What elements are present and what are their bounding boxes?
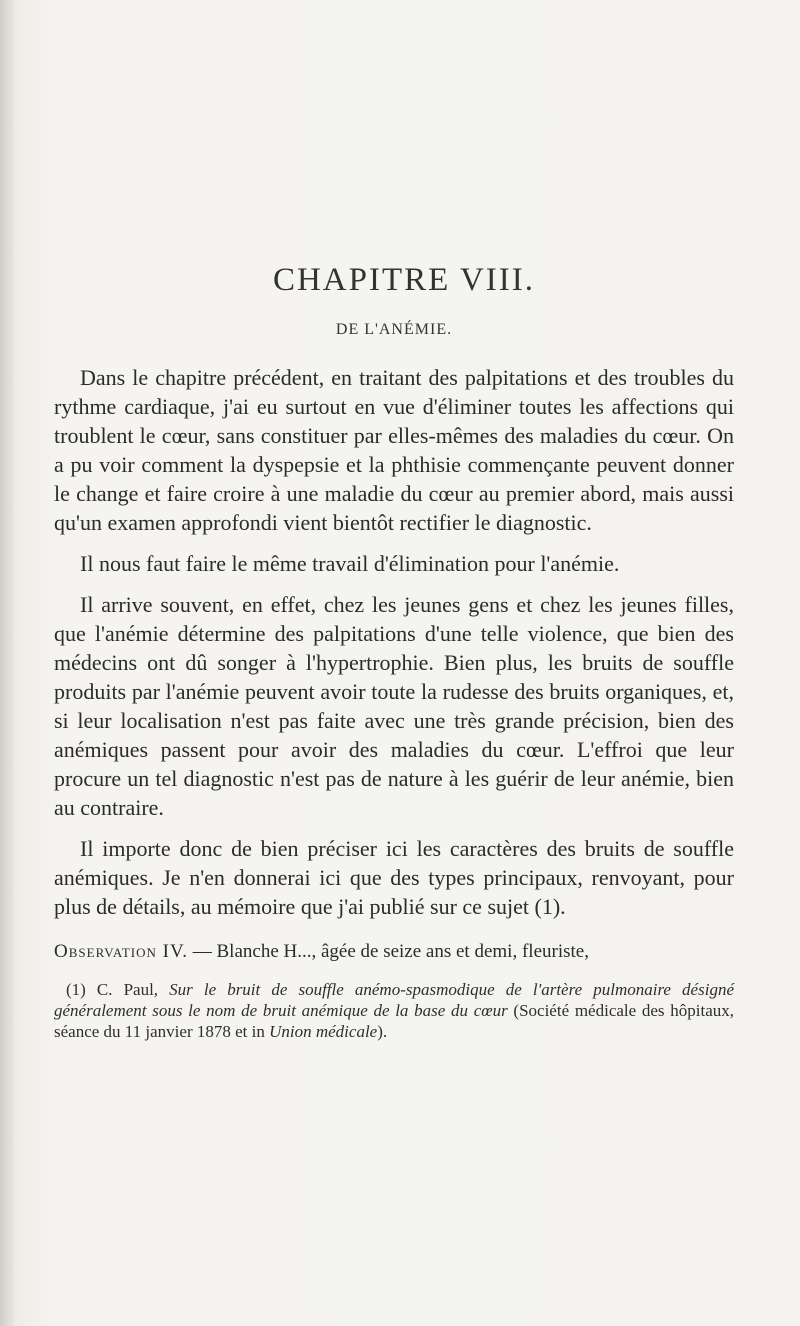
paragraph-4: Il importe donc de bien préciser ici les caractères des bruits de souffle anémiques. Je n'en donnerai ici que des types principaux, renvoyant, pour plus de détails, au mémoire que j'ai publié sur ce sujet (1). [54, 836, 734, 919]
chapter-subtitle: DE L'ANÉMIE. [335, 321, 453, 338]
paragraph-1: Dans le chapitre précédent, en traitant des palpitations et des troubles du rythme cardiaque, j'ai eu surtout en vue d'éliminer toutes les affections qui troublent le cœur, sans constituer par elles-mêmes des maladies du cœur. On a pu voir comment la dyspepsie et la phthisie commençante peuvent donner le change et faire croire à une maladie du cœur au premier abord, mais aussi qu'un examen approfondi vient bientôt rectifier le diagnostic. [54, 365, 734, 535]
footnote-journal: Union médicale [269, 1022, 378, 1041]
paragraph-3: Il arrive souvent, en effet, chez les jeunes gens et chez les jeunes filles, que l'anémie détermine des palpitations d'une telle violence, que bien des médecins ont dû songer à l'hypertrophie. Bien plus, les bruits de souffle produits par l'anémie peuvent avoir toute la rudesse des bruits organiques, et, si leur localisation n'est pas faite avec une très grande précision, bien des anémiques passent pour avoir des maladies du cœur. L'effroi que leur procure un tel diagnostic n'est pas de nature à les guérir de leur anémie, bien au contraire. [54, 592, 734, 820]
page-content [54, 262, 734, 1042]
footnote-prefix: (1) C. Paul, [66, 980, 170, 999]
observation-line [54, 939, 734, 965]
footnote-title: Sur le bruit de souffle anémo-spasmodique de l'artère pulmonaire désigné généralement sous le nom de bruit anémique de la base du cœur [54, 980, 734, 1020]
observation-text: — Blanche H..., âgée de seize ans et demi, fleuriste, [188, 941, 589, 962]
page-gutter [0, 0, 14, 1326]
observation-label: Observation IV. [54, 941, 188, 962]
footnote-end: ). [377, 1022, 388, 1041]
chapter-title: CHAPITRE VIII. [272, 262, 536, 298]
paragraph-2: Il nous faut faire le même travail d'élimination pour l'anémie. [80, 551, 620, 576]
footnote [54, 979, 734, 1042]
footnote-suffix: (Société médicale des hôpitaux, séance du 11 janvier 1878 et in [54, 1001, 735, 1041]
